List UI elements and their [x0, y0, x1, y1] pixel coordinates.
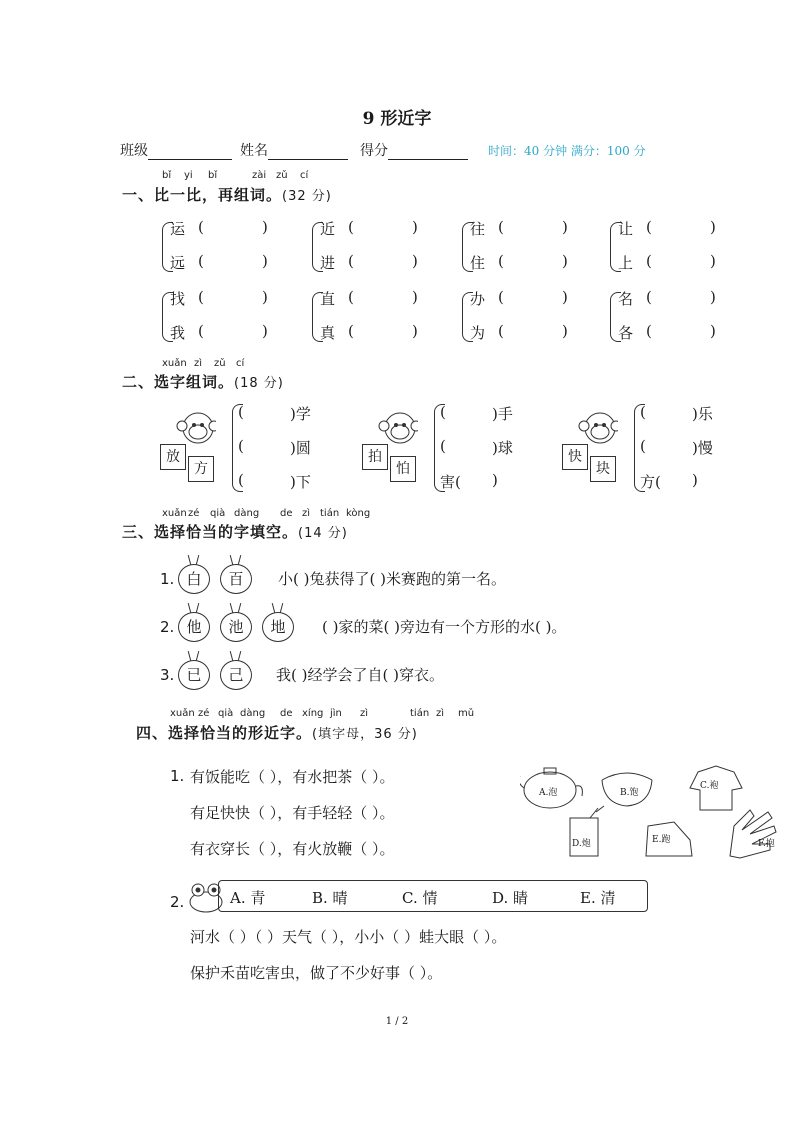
- answer-paren-open[interactable]: (: [646, 252, 652, 270]
- s1-char: 运: [170, 220, 186, 238]
- s2-card: 快: [562, 444, 588, 470]
- answer-paren-open[interactable]: (: [498, 322, 504, 340]
- s1-char: 真: [320, 324, 336, 342]
- s2-line-end[interactable]: )圆: [290, 439, 311, 457]
- s2-card: 拍: [362, 444, 388, 470]
- score-field: 得分: [360, 140, 468, 160]
- pic-label-d: D.炮: [572, 839, 591, 849]
- answer-paren-close[interactable]: ): [262, 252, 268, 270]
- s1-char: 为: [470, 324, 486, 342]
- name-field: 姓名: [240, 140, 348, 160]
- answer-paren-open[interactable]: (: [198, 252, 204, 270]
- s1-char: 办: [470, 290, 486, 308]
- answer-paren-open[interactable]: (: [348, 322, 354, 340]
- s2-line-end[interactable]: ): [492, 471, 498, 489]
- answer-paren-open[interactable]: (: [198, 288, 204, 306]
- s1-char: 住: [470, 254, 486, 272]
- class-blank[interactable]: [148, 145, 232, 160]
- answer-paren-close[interactable]: ): [262, 322, 268, 340]
- s4-q1-line-2[interactable]: 有足快快（ ），有手轻轻（ ）。: [190, 804, 395, 822]
- pic-label-c: C.袍: [700, 781, 719, 791]
- s2-line-start[interactable]: (: [238, 403, 244, 421]
- answer-paren-open[interactable]: (: [646, 218, 652, 236]
- s1-char: 上: [618, 254, 634, 272]
- s3-item-text[interactable]: 小( )兔获得了( )米赛跑的第一名。: [278, 570, 506, 588]
- answer-paren-close[interactable]: ): [562, 252, 568, 270]
- answer-paren-open[interactable]: (: [348, 252, 354, 270]
- answer-paren-open[interactable]: (: [498, 252, 504, 270]
- s1-char: 各: [618, 324, 634, 342]
- snail-icon: 他: [178, 612, 210, 642]
- pic-label-e: E.跑: [652, 835, 671, 845]
- s2-heading: 二、选字组词。(18 分): [122, 373, 284, 391]
- s1-char: 我: [170, 324, 186, 342]
- class-field: 班级: [120, 140, 232, 160]
- answer-paren-close[interactable]: ): [562, 322, 568, 340]
- s4-q2-option-a: A. 青: [230, 889, 266, 907]
- answer-paren-close[interactable]: ): [262, 288, 268, 306]
- s4-q2-option-c: C. 情: [402, 889, 438, 907]
- snail-icon: 白: [178, 564, 210, 594]
- pic-label-f: F.抱: [758, 839, 775, 849]
- pic-label-a: A.泡: [539, 788, 558, 798]
- page-title: 9 形近字: [362, 109, 432, 129]
- s1-char: 近: [320, 220, 336, 238]
- s4-q2-line-1[interactable]: 河水（ ）（ ）天气（ ），小小（ ）蛙大眼（ ）。: [190, 928, 507, 946]
- answer-paren-open[interactable]: (: [198, 218, 204, 236]
- answer-paren-open[interactable]: (: [646, 288, 652, 306]
- score-blank[interactable]: [388, 145, 468, 160]
- s1-char: 进: [320, 254, 336, 272]
- answer-paren-close[interactable]: ): [412, 322, 418, 340]
- s2-line-end[interactable]: )乐: [692, 405, 713, 423]
- answer-paren-close[interactable]: ): [412, 288, 418, 306]
- s1-char: 远: [170, 254, 186, 272]
- s2-line-start[interactable]: 方(: [640, 473, 661, 491]
- snail-icon: 池: [220, 612, 252, 642]
- answer-paren-close[interactable]: ): [562, 288, 568, 306]
- pic-label-b: B.饱: [620, 788, 639, 798]
- monkey-icon: [378, 408, 418, 448]
- s4-q1-line-3[interactable]: 有衣穿长（ ），有火放鞭（ ）。: [190, 840, 395, 858]
- s3-item-number: 2.: [160, 618, 175, 636]
- s4-q2-option-b: B. 晴: [312, 889, 348, 907]
- s2-line-start[interactable]: (: [640, 437, 646, 455]
- answer-paren-close[interactable]: ): [412, 218, 418, 236]
- answer-paren-close[interactable]: ): [710, 288, 716, 306]
- name-blank[interactable]: [268, 145, 348, 160]
- s2-card: 放: [160, 444, 186, 470]
- s1-char: 找: [170, 290, 186, 308]
- answer-paren-close[interactable]: ): [562, 218, 568, 236]
- snail-icon: 己: [220, 660, 252, 690]
- s1-char: 往: [470, 220, 486, 238]
- s1-char: 直: [320, 290, 336, 308]
- s3-item-number: 3.: [160, 666, 175, 684]
- s3-heading: 三、选择恰当的字填空。(14 分): [122, 523, 348, 541]
- s2-line-start[interactable]: (: [440, 403, 446, 421]
- s2-line-end[interactable]: )下: [290, 473, 311, 491]
- s3-item-text[interactable]: ( )家的菜( )旁边有一个方形的水( )。: [322, 618, 567, 636]
- answer-paren-open[interactable]: (: [198, 322, 204, 340]
- answer-paren-close[interactable]: ): [710, 322, 716, 340]
- s3-item-number: 1.: [160, 570, 175, 588]
- s4-heading: 四、选择恰当的形近字。(填字母，36 分): [136, 724, 418, 742]
- hand-icon: [730, 810, 776, 858]
- s4-q2-option-e: E. 清: [580, 889, 616, 907]
- answer-paren-close[interactable]: ): [262, 218, 268, 236]
- s4-q2-option-d: D. 睛: [492, 889, 529, 907]
- s1-char: 名: [618, 290, 634, 308]
- answer-paren-close[interactable]: ): [710, 218, 716, 236]
- s1-char: 让: [618, 220, 634, 238]
- answer-paren-close[interactable]: ): [710, 252, 716, 270]
- s2-line-start[interactable]: (: [238, 437, 244, 455]
- answer-paren-open[interactable]: (: [498, 288, 504, 306]
- s2-card: 方: [188, 456, 214, 482]
- s4-q2-number: 2.: [170, 893, 185, 911]
- monkey-icon: [578, 408, 618, 448]
- s2-card: 怕: [390, 456, 416, 482]
- s2-line-end[interactable]: )球: [492, 439, 513, 457]
- s2-line-end[interactable]: )慢: [692, 439, 713, 457]
- s2-line-start[interactable]: (: [640, 403, 646, 421]
- s2-card: 块: [590, 456, 616, 482]
- monkey-icon: [176, 408, 216, 448]
- s4-q2-line-2[interactable]: 保护禾苗吃害虫，做了不少好事（ ）。: [190, 964, 443, 982]
- time-info: 时间：40 分钟 满分：100 分: [488, 144, 646, 158]
- answer-paren-close[interactable]: ): [412, 252, 418, 270]
- answer-paren-open[interactable]: (: [348, 288, 354, 306]
- s2-line-end[interactable]: )学: [290, 405, 311, 423]
- s2-line-start[interactable]: (: [440, 437, 446, 455]
- s4-pictures: [520, 760, 780, 870]
- snail-icon: 百: [220, 564, 252, 594]
- answer-paren-open[interactable]: (: [498, 218, 504, 236]
- s4-q1-line-1[interactable]: 有饭能吃（ ），有水把茶（ ）。: [190, 768, 395, 786]
- s2-line-start[interactable]: (: [238, 471, 244, 489]
- s2-line-end[interactable]: )手: [492, 405, 513, 423]
- snail-icon: 已: [178, 660, 210, 690]
- s1-heading: 一、比一比，再组词。(32 分): [122, 186, 332, 204]
- page-number: 1 / 2: [385, 1016, 409, 1027]
- s3-item-text[interactable]: 我( )经学会了自( )穿衣。: [276, 666, 444, 684]
- snail-icon: 地: [262, 612, 294, 642]
- answer-paren-open[interactable]: (: [646, 322, 652, 340]
- answer-paren-open[interactable]: (: [348, 218, 354, 236]
- s2-line-start[interactable]: 害(: [440, 473, 461, 491]
- s4-q1-number: 1.: [170, 767, 185, 785]
- s2-line-end[interactable]: ): [692, 471, 698, 489]
